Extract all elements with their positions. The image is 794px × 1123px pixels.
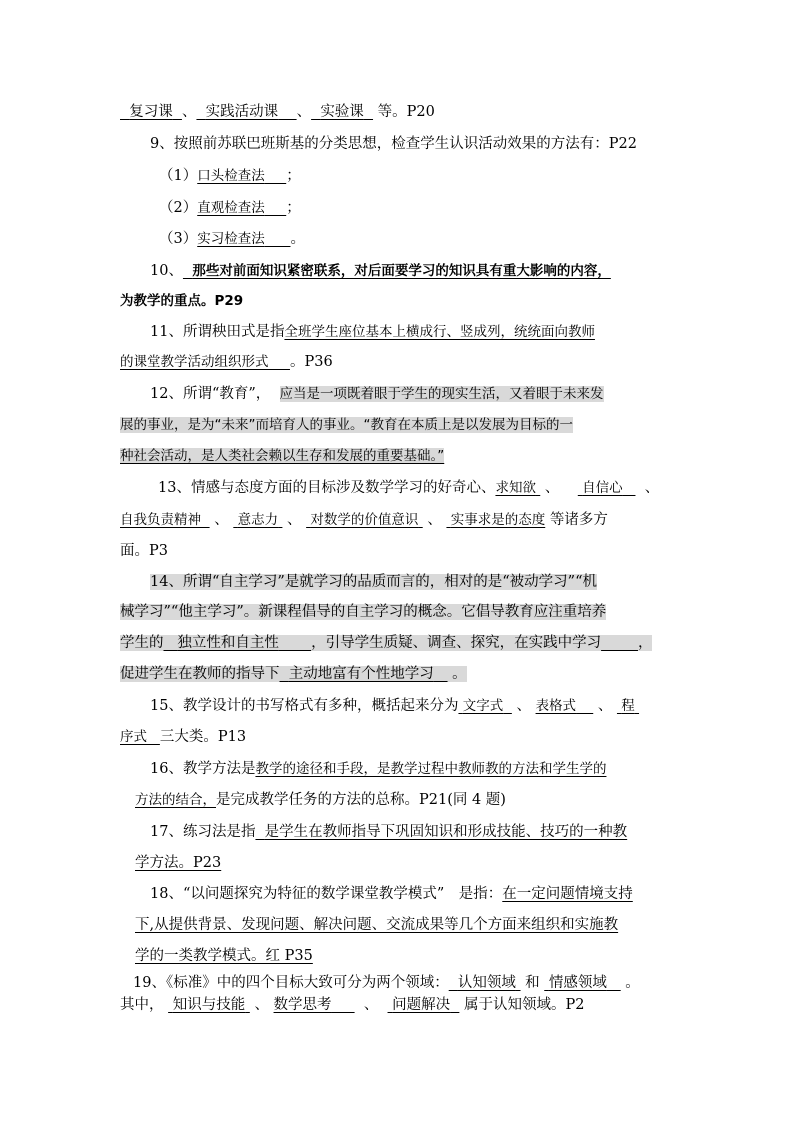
answer-blank: 对数学的价值意识 — [310, 512, 419, 528]
answer-blank: 的课堂教学活动组织形式 — [120, 354, 269, 370]
q9-item-1: （1）口头检查法 ； — [159, 168, 301, 184]
question-11: 11、所谓秧田式是指全班学生座位基本上横成行、竖成列，统统面向教师 — [150, 324, 595, 340]
highlighted-text: 应当是一项既着眼于学生的现实生活，又着眼于未来发 — [279, 386, 604, 402]
question-9: 9、按照前苏联巴班斯基的分类思想，检查学生认识活动效果的方法有：P22 — [150, 136, 637, 152]
answer-blank: 认知领域 — [457, 975, 516, 991]
answer-blank: 知识与技能 — [172, 997, 246, 1013]
question-12-cont-1 — [120, 415, 573, 437]
answer-blank: 求知欲 — [495, 480, 536, 496]
question-19: 19、《标准》中的四个目标大致可分为两个领域： 认知领域 和 情感领域 。 — [133, 975, 640, 991]
question-13: 13、情感与态度方面的目标涉及数学学习的好奇心、求知欲 、 自信心 、 — [158, 480, 660, 496]
answer-blank: 独立性和自主性 — [177, 635, 279, 651]
answer-blank: 实事求是的态度 — [450, 512, 546, 528]
question-17-cont — [135, 853, 221, 875]
answer-blank: 学的一类教学模式。红 P35 — [135, 948, 313, 964]
answer-blank: 文字式 — [462, 698, 504, 714]
question-13-end: 面。P3 — [120, 543, 168, 559]
highlighted-text: 促进学生在教师的指导下 主动地富有个性地学习 。 — [120, 666, 467, 682]
answer-blank: 表格式 — [535, 698, 577, 714]
answer-blank: 直观检查法 — [197, 200, 265, 216]
line-p1 — [120, 102, 435, 124]
answer-blank: 学方法。P23 — [135, 855, 222, 871]
answer-blank: 情感领域 — [548, 975, 607, 991]
question-13-cont: 自我负责精神 、 意志力 、 对数学的价值意识 、 实事求是的态度 等诸多方 — [120, 512, 608, 528]
answer-blank: 实践活动课 — [205, 104, 279, 120]
highlighted-text: 学生的 独立性和自主性 ，引导学生质疑、调查、探究，在实践中学习 ， — [120, 635, 653, 651]
question-16: 16、教学方法是教学的途径和手段，是教学过程中教师教的方法和学生学的 — [150, 761, 607, 777]
answer-blank: 全班学生座位基本上横成行、竖成列，统统面向教师 — [284, 324, 595, 340]
answer-blank: 实习检查法 — [197, 231, 265, 247]
text: 等。P20 — [377, 104, 435, 120]
answer-blank: 自信心 — [582, 480, 623, 496]
question-12: 12、所谓“教育”， 应当是一项既着眼于学生的现实生活，又着眼于未来发 — [150, 386, 604, 402]
answer-blank: 问题解决 — [392, 997, 451, 1013]
highlighted-text: 14、所谓“自主学习”是就学习的品质而言的，相对的是“被动学习”“机 — [150, 574, 598, 590]
separator: 、 — [181, 104, 197, 120]
answer-blank: 那些对前面知识紧密联系，对后面要学习的知识具有重大影响的内容， — [192, 263, 611, 279]
answer-blank: 程 — [621, 698, 635, 714]
question-12-cont-2 — [120, 446, 444, 468]
answer-blank: 下,从提供背景、发现问题、解决问题、交流成果等几个方面来组织和实施教 — [135, 917, 619, 933]
answer-blank: 在一定问题情境支持 — [502, 886, 633, 902]
question-18: 18、“以问题探究为特征的数学课堂教学模式” 是指：在一定问题情境支持 — [150, 886, 633, 902]
question-15-cont: 序式 三大类。P13 — [120, 729, 247, 745]
q9-item-2: （2）直观检查法 ； — [159, 200, 301, 216]
answer-blank: 复习课 — [129, 104, 173, 120]
question-10-cont: 为教学的重点。P29 — [120, 293, 244, 309]
answer-blank: 意志力 — [237, 512, 279, 528]
answer-blank: 序式 — [120, 729, 147, 745]
q9-item-3: （3）实习检查法 。 — [159, 231, 305, 247]
answer-blank: 方法的结合， — [135, 792, 216, 808]
highlighted-text: 种社会活动，是人类社会赖以生存和发展的重要基础。” — [120, 448, 445, 464]
question-14 — [150, 572, 597, 594]
highlighted-text: 展的事业，是为“未来”而培育人的事业。“教育在本质上是以发展为目标的一 — [120, 417, 573, 433]
answer-blank: 教学的途径和手段，是教学过程中教师教的方法和学生学的 — [255, 761, 607, 777]
question-16-cont: 方法的结合，是完成教学任务的方法的总称。P21(同 4 题) — [135, 792, 506, 808]
separator: 、 — [296, 104, 312, 120]
question-18-cont-2 — [135, 946, 313, 968]
question-10: 10、 那些对前面知识紧密联系，对后面要学习的知识具有重大影响的内容， — [150, 263, 611, 279]
question-11-cont: 的课堂教学活动组织形式 。P36 — [120, 354, 333, 370]
question-19-cont: 其中， 知识与技能 、 数学思考 、 问题解决 属于认知领域。P2 — [120, 997, 585, 1013]
highlighted-text: 械学习”“他主学习”。新课程倡导的自主学习的概念。它倡导教育应注重培养 — [120, 604, 607, 620]
question-14-cont-3 — [120, 664, 467, 686]
question-14-cont-1 — [120, 602, 606, 624]
question-18-cont-1 — [135, 915, 618, 937]
answer-blank: 主动地富有个性地学习 — [288, 666, 434, 682]
answer-blank: 实验课 — [320, 104, 364, 120]
question-14-cont-2 — [120, 633, 652, 655]
answer-blank: 自我负责精神 — [120, 512, 201, 528]
answer-blank: 是学生在教师指导下巩固知识和形成技能、技巧的一种教 — [264, 824, 628, 840]
question-17: 17、练习法是指 是学生在教师指导下巩固知识和形成技能、技巧的一种教 — [150, 824, 628, 840]
question-15: 15、教学设计的书写格式有多种，概括起来分为 文字式 、 表格式 、 程 — [150, 696, 639, 718]
answer-blank: 口头检查法 — [197, 168, 265, 184]
answer-blank: 数学思考 — [273, 997, 332, 1013]
